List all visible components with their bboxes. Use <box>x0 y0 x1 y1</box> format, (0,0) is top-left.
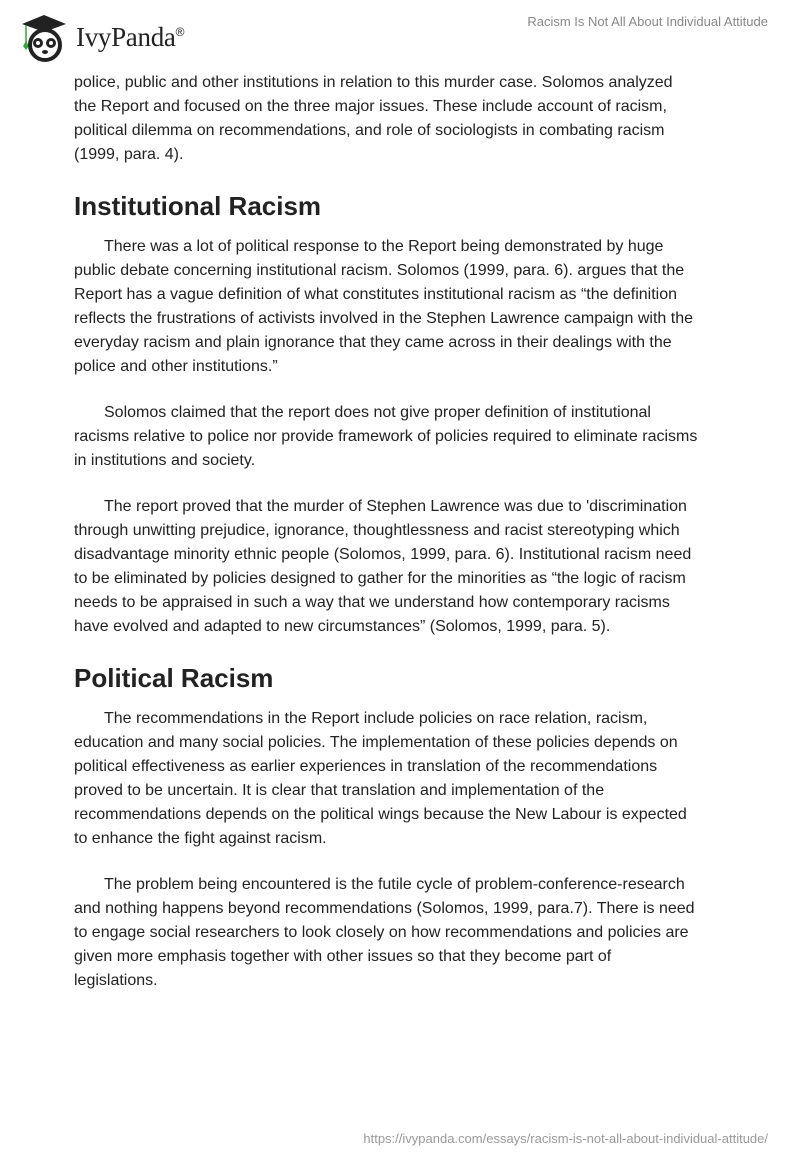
text-line: proved to be uncertain. It is clear that translation and implementation of the <box>74 782 605 799</box>
text-line: (1999, para. 4). <box>74 146 184 163</box>
text-line: public debate concerning institutional racism. Solomos (1999, para. 6). argues that the <box>74 262 685 279</box>
text-line: police and other institutions.” <box>74 358 278 375</box>
text-line: There was a lot of political response to the Report being demonstrated by huge <box>104 238 664 255</box>
text-line: needs to be appraised in such a way that we understand how contemporary racisms <box>74 594 670 611</box>
text-line: education and many social policies. The implementation of these policies depends on <box>74 734 678 751</box>
text-line: The problem being encountered is the futile cycle of problem-conference-research <box>104 876 685 893</box>
paragraph <box>74 707 754 851</box>
document-title: Racism Is Not All About Individual Attitude <box>527 14 768 29</box>
source-url-link[interactable]: https://ivypanda.com/essays/racism-is-not-all-about-individual-attitude/ <box>363 1131 768 1146</box>
text-line: The report proved that the murder of Stephen Lawrence was due to 'discrimination <box>104 498 687 515</box>
text-line: to engage social researchers to look closely on how recommendations and policies are <box>74 924 689 941</box>
text-line: through unwitting prejudice, ignorance, thoughtlessness and racist stereotyping which <box>74 522 680 539</box>
text-line: given more emphasis together with other issues so that they become part of <box>74 948 612 965</box>
text-line: to be eliminated by policies designed to gather for the minorities as “the logic of racism <box>74 570 686 587</box>
text-line: in institutions and society. <box>74 452 256 469</box>
text-line: Report has a vague definition of what constitutes institutional racism as “the definition <box>74 286 677 303</box>
text-line: everyday racism and plain ignorance that they came across in their dealings with the <box>74 334 672 351</box>
intro-paragraph <box>74 71 754 167</box>
paragraph <box>74 873 754 993</box>
text-line: legislations. <box>74 972 158 989</box>
panda-graduate-icon <box>18 12 70 62</box>
text-line: The recommendations in the Report include policies on race relation, racism, <box>104 710 648 727</box>
text-line: political effectiveness as earlier experiences in translation of the recommendations <box>74 758 658 775</box>
text-line: to enhance the fight against racism. <box>74 830 327 847</box>
text-line: disadvantage minority ethnic people (Solomos, 1999, para. 6). Institutional racism need <box>74 546 692 563</box>
text-line: have evolved and adapted to new circumstances” (Solomos, 1999, para. 5). <box>74 618 611 635</box>
text-line: political dilemma on recommendations, and role of sociologists in combating racism <box>74 122 665 139</box>
paragraph <box>74 495 754 639</box>
text-line: racisms relative to police nor provide framework of policies required to eliminate racisms <box>74 428 698 445</box>
paragraph <box>74 235 754 379</box>
essay-content <box>74 71 754 1015</box>
text-line: reflects the frustrations of activists involved in the Stephen Lawrence campaign with the <box>74 310 693 327</box>
section-heading-institutional-racism: Institutional Racism <box>74 191 322 221</box>
text-line: the Report and focused on the three major issues. These include account of racism, <box>74 98 667 115</box>
text-line: and nothing happens beyond recommendations (Solomos, 1999, para.7). There is need <box>74 900 695 917</box>
paragraph <box>74 401 754 473</box>
logo-text: IvyPanda® <box>76 21 185 52</box>
text-line: Solomos claimed that the report does not give proper definition of institutional <box>104 404 651 421</box>
text-line: police, public and other institutions in relation to this murder case. Solomos analyzed <box>74 74 673 91</box>
section-heading-political-racism: Political Racism <box>74 663 274 693</box>
ivypanda-logo[interactable] <box>18 12 184 62</box>
text-line: recommendations depends on the political wings because the New Labour is expected <box>74 806 687 823</box>
